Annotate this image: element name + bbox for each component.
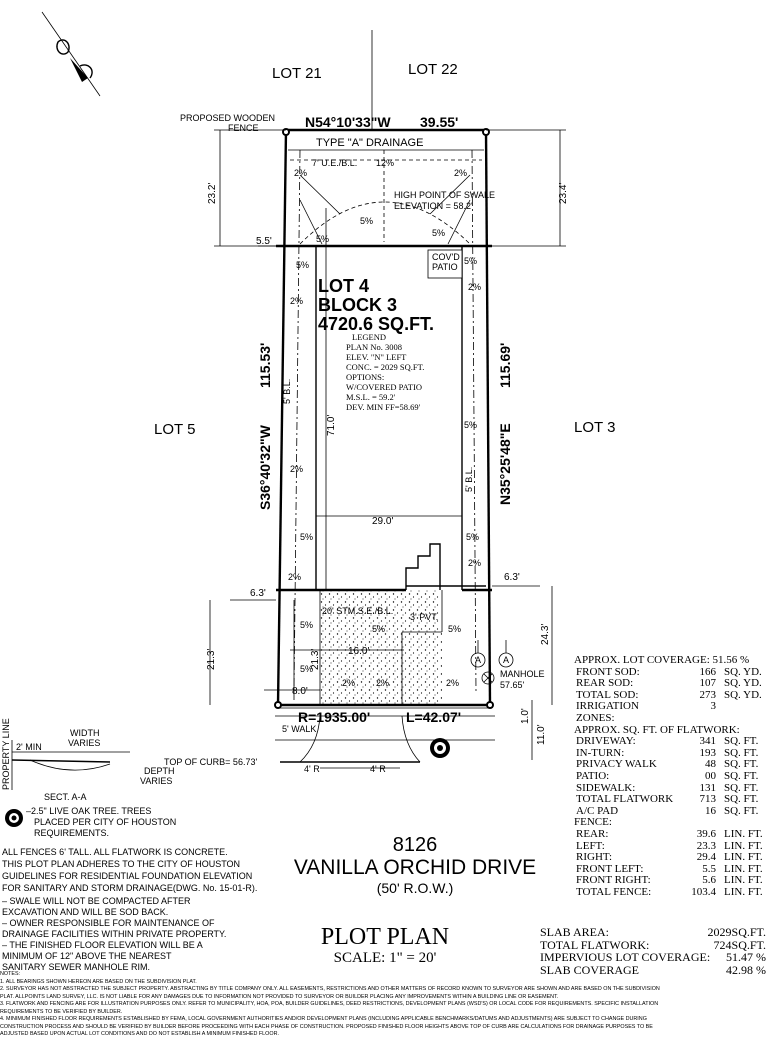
note-line: ALL FENCES 6' TALL. ALL FLATWORK IS CONCRETE. — [2, 847, 228, 857]
section-width: WIDTH — [70, 728, 100, 738]
slope-label: 2% — [446, 678, 460, 688]
rows-unit — [716, 701, 724, 724]
fence-unit: LIN. FT. — [724, 885, 763, 898]
footnote-line: CONSTRUCTION PROCESS AND SHOULD BE VERIFIED BY BUILDER BEFORE PROCEEDING WITH EACH PHASE OF CONSTRUCTION. PROPOSED FINISHED FLOOR HEIGHTS ABOVE TOP OF CURB ARE CALCULATIONS FOR DRAINAGE PURPOSES TO BE — [0, 1023, 653, 1030]
rear-bearing: N54°10'33"W — [305, 114, 391, 130]
rows-value: 107 — [699, 677, 716, 690]
front-length: L=42.07' — [406, 709, 462, 725]
lot-3-label: LOT 3 — [574, 419, 616, 436]
rows-label: IRRIGATION ZONES: — [576, 700, 639, 724]
slope-label: 5% — [296, 260, 310, 270]
left-length: 115.53' — [257, 342, 273, 388]
rear-length: 39.55' — [420, 114, 459, 130]
address-block — [270, 834, 560, 896]
slab-label: IMPERVIOUS LOT COVERAGE: — [540, 950, 711, 964]
slope-label: 5% — [432, 228, 446, 238]
footnote-lines — [0, 979, 770, 1039]
flatwork-value: 341 — [699, 735, 716, 748]
plot-plan-title-block — [300, 924, 470, 967]
flatwork-unit: SQ. FT. — [724, 758, 759, 771]
rows-value: 3 — [710, 700, 716, 713]
flatwork-label: A/C PAD — [576, 804, 619, 817]
slope-label: 5% — [466, 532, 480, 542]
fence-unit: LIN. FT. — [724, 874, 763, 887]
top-of-curb-label: TOP OF CURB= 56.73' — [164, 757, 258, 767]
slab-value: 51.47 % — [726, 950, 766, 964]
slab-table — [540, 926, 766, 976]
note-line: – OWNER RESPONSIBLE FOR MAINTENANCE OF — [2, 918, 215, 928]
covd-patio-line2: PATIO — [432, 262, 458, 272]
fence-label: REAR: — [576, 827, 609, 840]
slope-label: 2% — [294, 168, 308, 178]
footnote-line: ADJUSTED BASED UPON ACTUAL LOT CONDITIONS AND DO NOT ESTABLISH A MINIMUM FINISHED FLOOR. — [0, 1031, 279, 1037]
slab-label: SLAB COVERAGE — [540, 962, 640, 977]
legend-option1: W/COVERED PATIO — [346, 382, 422, 392]
fence-row — [574, 852, 764, 864]
dim-21-3-outer: 21.3' — [206, 648, 217, 670]
fence-note-line2: FENCE — [228, 123, 259, 133]
slope-label: 5% — [360, 216, 374, 226]
footnote-line: 3. FLATWORK AND FENCING ARE FOR ILLUSTRATION PURPOSES ONLY. REFER TO MUNICIPALITY, HOA, POA, BUILDER GUIDELINES, DEED RESTRICTIONS, DEVELOPMENT PLANS (WSD'S) OR LOCAL CODE FOR REQUIREMENTS. SPECIFIC INSTALLATION — [0, 1001, 659, 1007]
right-bearing: N35°25'48"E — [497, 423, 513, 505]
tree-note-line: –2.5" LIVE OAK TREE. TREES — [26, 806, 152, 816]
slope-label: 2% — [290, 464, 304, 474]
fence-value: 29.4 — [696, 851, 716, 864]
legend-conc: CONC. = 2029 SQ.FT. — [346, 362, 425, 372]
dim-21-3-inner: 21.3' — [310, 648, 321, 670]
walk-label: 5' WALK — [282, 724, 317, 734]
legend-msl: M.S.L. = 59.2' — [346, 392, 396, 402]
tree-icon — [430, 738, 450, 758]
fence-label: FRONT RIGHT: — [576, 874, 651, 887]
rows-value: 166 — [699, 665, 716, 678]
slope-label: 2% — [468, 282, 482, 292]
manhole-icon — [482, 672, 494, 684]
dim-6-3-right: 6.3' — [504, 572, 520, 583]
flatwork-row — [574, 771, 764, 783]
high-point-line2: ELEVATION = 58.2' — [394, 201, 473, 211]
section-a-marker-left: A — [475, 655, 482, 665]
flatwork-rows — [574, 736, 764, 817]
slope-label: 5% — [464, 256, 478, 266]
tree-note-line: PLACED PER CITY OF HOUSTON — [34, 817, 177, 827]
north-arrow-icon — [42, 12, 100, 96]
dim-5-5: 5.5' — [256, 236, 272, 247]
slope-label: 5% — [372, 624, 386, 634]
bl-right-label: 5' B.L. — [464, 466, 474, 492]
fence-label: FRONT LEFT: — [576, 862, 644, 875]
note-line: SANITARY SEWER MANHOLE RIM. — [2, 962, 151, 972]
flatwork-heading: APPROX. SQ. FT. OF FLATWORK: — [574, 723, 740, 736]
sod-rows — [574, 667, 764, 725]
fence-unit: LIN. FT. — [724, 851, 763, 864]
section-varies2: VARIES — [140, 776, 173, 786]
note-line: MINIMUM OF 12" ABOVE THE NEAREST — [2, 951, 172, 961]
tree-note-line: REQUIREMENTS. — [34, 828, 110, 838]
lot-21-label: LOT 21 — [272, 65, 322, 82]
note-line: FOR SANITARY AND STORM DRAINAGE(DWG. No. 15-01-R). — [2, 883, 258, 893]
flatwork-unit: SQ. FT. — [724, 781, 759, 794]
note-line: GUIDELINES FOR RESIDENTIAL FOUNDATION ELEVATION — [2, 871, 253, 881]
slope-label: 2% — [468, 558, 482, 568]
house-legend — [346, 332, 424, 412]
plot-plan-title: PLOT PLAN — [320, 924, 450, 950]
flatwork-label: DRIVEWAY: — [576, 735, 636, 748]
slope-label: 12% — [376, 158, 395, 168]
slope-label: 5% — [316, 234, 330, 244]
slab-row — [540, 951, 766, 964]
legend-elev: ELEV. "N" LEFT — [346, 352, 407, 362]
dim-1-0: 1.0' — [520, 708, 531, 724]
plot-plan-scale: SCALE: 1" = 20' — [333, 950, 437, 966]
slab-value: 724SQ.FT. — [713, 937, 766, 952]
legend-options: OPTIONS: — [346, 372, 385, 382]
fence-unit: LIN. FT. — [724, 862, 763, 875]
dim-23-2: 23.2' — [207, 182, 218, 204]
fence-unit: LIN. FT. — [724, 839, 763, 852]
footnote-line: 1. ALL BEARINGS SHOWN HEREON ARE BASED ON THE SUBDIVISION PLAT. — [0, 978, 197, 985]
section-varies: VARIES — [68, 738, 101, 748]
rows-label: REAR SOD: — [576, 677, 634, 690]
slope-label: 2% — [290, 296, 304, 306]
flatwork-label: SIDEWALK: — [576, 781, 636, 794]
dim-23-4: 23.4' — [558, 182, 569, 204]
flatwork-unit: SQ. FT. — [724, 769, 759, 782]
left-bearing: S36°40'32"W — [257, 425, 273, 510]
footnote-heading: NOTES: — [0, 971, 21, 977]
footnote-line: PLAT. ALLPOINTS LAND SURVEY, LLC. IS NOT LIABLE FOR ANY DAMAGES DUE TO INFORMATION NOT PROVIDED TO SURVEYOR OR BUILDER PLACING ANY IMPROVEMENTS WITHIN A BUILDING LINE OR EASEMENT. — [0, 993, 559, 1000]
slope-label: 2% — [454, 168, 468, 178]
rows-unit: SQ. YD. — [724, 688, 762, 701]
fence-unit: LIN. FT. — [724, 827, 763, 840]
rows-unit: SQ. YD. — [724, 677, 762, 690]
lot-area-label: 4720.6 SQ.FT. — [318, 314, 435, 334]
tree-note — [26, 806, 176, 839]
fence-row — [574, 829, 764, 841]
radius-right-label: 4' R — [370, 764, 386, 774]
stm-se-label: 20' STM.S.E./B.L. — [322, 606, 394, 616]
coverage-table — [574, 655, 764, 898]
slab-row — [540, 926, 766, 939]
tree-legend-icon — [5, 809, 23, 827]
note-line: THIS PLOT PLAN ADHERES TO THE CITY OF HOUSTON — [2, 859, 241, 869]
fence-label: LEFT: — [576, 839, 605, 852]
flatwork-label: IN-TURN: — [576, 746, 625, 759]
section-a-marker-right: A — [503, 655, 510, 665]
high-point-line1: HIGH POINT OF SWALE — [394, 190, 496, 200]
flatwork-value: 00 — [705, 769, 716, 782]
flatwork-value: 48 — [705, 758, 716, 771]
legend-dev: DEV. MIN FF=58.69' — [346, 402, 421, 412]
manhole-label: MANHOLE — [500, 669, 545, 679]
slope-label: 5% — [448, 624, 462, 634]
lot-4-label: LOT 4 — [318, 276, 370, 296]
general-notes — [2, 846, 257, 894]
fence-value: 39.6 — [696, 827, 716, 840]
front-radius: R=1935.00' — [298, 709, 371, 725]
bl-left-label: 5' B.L. — [282, 378, 292, 404]
covd-patio-line1: COV'D — [432, 252, 460, 262]
slope-label: 5% — [464, 420, 478, 430]
street-name: VANILLA ORCHID DRIVE — [293, 856, 537, 879]
property-line-label: PROPERTY LINE — [1, 718, 11, 790]
fence-label: RIGHT: — [576, 851, 613, 864]
dim-16: 16.0' — [348, 646, 370, 657]
footnote-line: REQUIREMENTS TO BE VERIFIED BY BUILDER. — [0, 1008, 123, 1015]
note-line: DRAINAGE FACILITIES WITHIN PRIVATE PROPERTY. — [2, 929, 227, 939]
ue-bl-label: 7' U.E./B.L. — [312, 158, 358, 168]
dim-24-3: 24.3' — [540, 623, 551, 645]
flatwork-label: PRIVACY WALK — [576, 758, 657, 771]
note-line: – THE FINISHED FLOOR ELEVATION WILL BE A — [2, 940, 203, 950]
lot-5-label: LOT 5 — [154, 421, 196, 438]
slope-label: 5% — [300, 620, 314, 630]
section-title: SECT. A-A — [44, 792, 87, 802]
fence-value: 23.3 — [696, 839, 716, 852]
slope-label: 2% — [376, 678, 390, 688]
dim-8: 8.0' — [292, 686, 308, 697]
note-line: EXCAVATION AND WILL BE SOD BACK. — [2, 907, 169, 917]
rows-label: FRONT SOD: — [576, 665, 640, 678]
flatwork-value: 713 — [699, 793, 716, 806]
flatwork-label: PATIO: — [576, 769, 610, 782]
block-label: BLOCK 3 — [318, 295, 398, 315]
fence-value: 5.5 — [702, 862, 716, 875]
legend-title: LEGEND — [352, 332, 386, 342]
fence-rows — [574, 829, 764, 899]
dash-notes — [2, 896, 226, 973]
flatwork-row — [574, 794, 764, 806]
fence-row — [574, 887, 764, 899]
flatwork-unit: SQ. FT. — [724, 793, 759, 806]
dim-6-3-left: 6.3' — [250, 588, 266, 599]
flatwork-label: TOTAL FLATWORK — [576, 793, 674, 806]
lot-22-label: LOT 22 — [408, 61, 458, 78]
flatwork-unit: SQ. FT. — [724, 746, 759, 759]
radius-left-label: 4' R — [304, 764, 320, 774]
fence-note-line1: PROPOSED WOODEN — [180, 113, 276, 123]
slab-value: 2029SQ.FT. — [707, 925, 766, 939]
fence-value: 5.6 — [702, 874, 716, 887]
dim-29: 29.0' — [372, 516, 394, 527]
slope-label: 5% — [300, 532, 314, 542]
address-number: 8126 — [392, 834, 438, 856]
slope-label: 2% — [342, 678, 356, 688]
slab-label: SLAB AREA: — [540, 925, 610, 939]
footnote-line: 4. MINIMUM FINISHED FLOOR REQUIREMENTS ESTABLISHED BY FEMA, LOCAL GOVERNMENT AUTHORITIES AND/OR DEVELOPMENT PLANS (INCLUDING APPLICABLE BENCHMARKS/DATUMS AND ADJUSTMENTS) ARE SUBJECT TO CHANGE DURING — [0, 1016, 647, 1022]
section-depth: DEPTH — [144, 766, 175, 776]
flatwork-unit: SQ. FT. — [724, 735, 759, 748]
fence-label: TOTAL FENCE: — [576, 885, 652, 898]
rows-value: 273 — [699, 688, 716, 701]
flatwork-unit: SQ. FT. — [724, 804, 759, 817]
subject-lot-label — [318, 276, 434, 334]
flatwork-row — [574, 736, 764, 748]
slab-value: 42.98 % — [726, 962, 766, 977]
drainage-label: TYPE "A" DRAINAGE — [316, 137, 424, 149]
slab-label: TOTAL FLATWORK: — [540, 937, 650, 952]
manhole-elevation: 57.65' — [500, 680, 525, 690]
rows-row — [574, 701, 764, 724]
lot-coverage-row: APPROX. LOT COVERAGE: 51.56 % — [574, 654, 750, 666]
right-length: 115.69' — [497, 342, 513, 388]
rows-unit: SQ. YD. — [724, 665, 762, 678]
slope-label: 5% — [300, 664, 314, 674]
flatwork-value: 193 — [699, 746, 716, 759]
section-min: 2' MIN — [16, 742, 42, 752]
flatwork-value: 16 — [705, 804, 716, 817]
slope-label: 2% — [288, 572, 302, 582]
row-width: (50' R.O.W.) — [376, 880, 454, 896]
pvt-label: 3' PVT. — [410, 612, 439, 622]
note-line: – SWALE WILL NOT BE COMPACTED AFTER — [2, 896, 191, 906]
footnotes — [0, 971, 770, 1039]
legend-plan: PLAN No. 3008 — [346, 342, 402, 352]
dim-71: 71.0' — [326, 414, 337, 436]
rows-label: TOTAL SOD: — [576, 688, 639, 701]
flatwork-value: 131 — [699, 781, 716, 794]
fence-heading: FENCE: — [574, 816, 612, 829]
footnote-line: 2. SURVEYOR HAS NOT ABSTRACTED THE SUBJECT PROPERTY. ABSTRACTING BY TITLE COMPANY ONLY. ALL EASEMENTS, RESTRICTIONS AND OTHER MATTERS OF RECORD KNOWN TO SURVEYOR ARE SHOWN AND ARE BASED ON THE SUBDIVISION — [0, 986, 660, 992]
fence-value: 103.4 — [691, 885, 716, 898]
dim-11-0: 11.0' — [536, 724, 547, 745]
